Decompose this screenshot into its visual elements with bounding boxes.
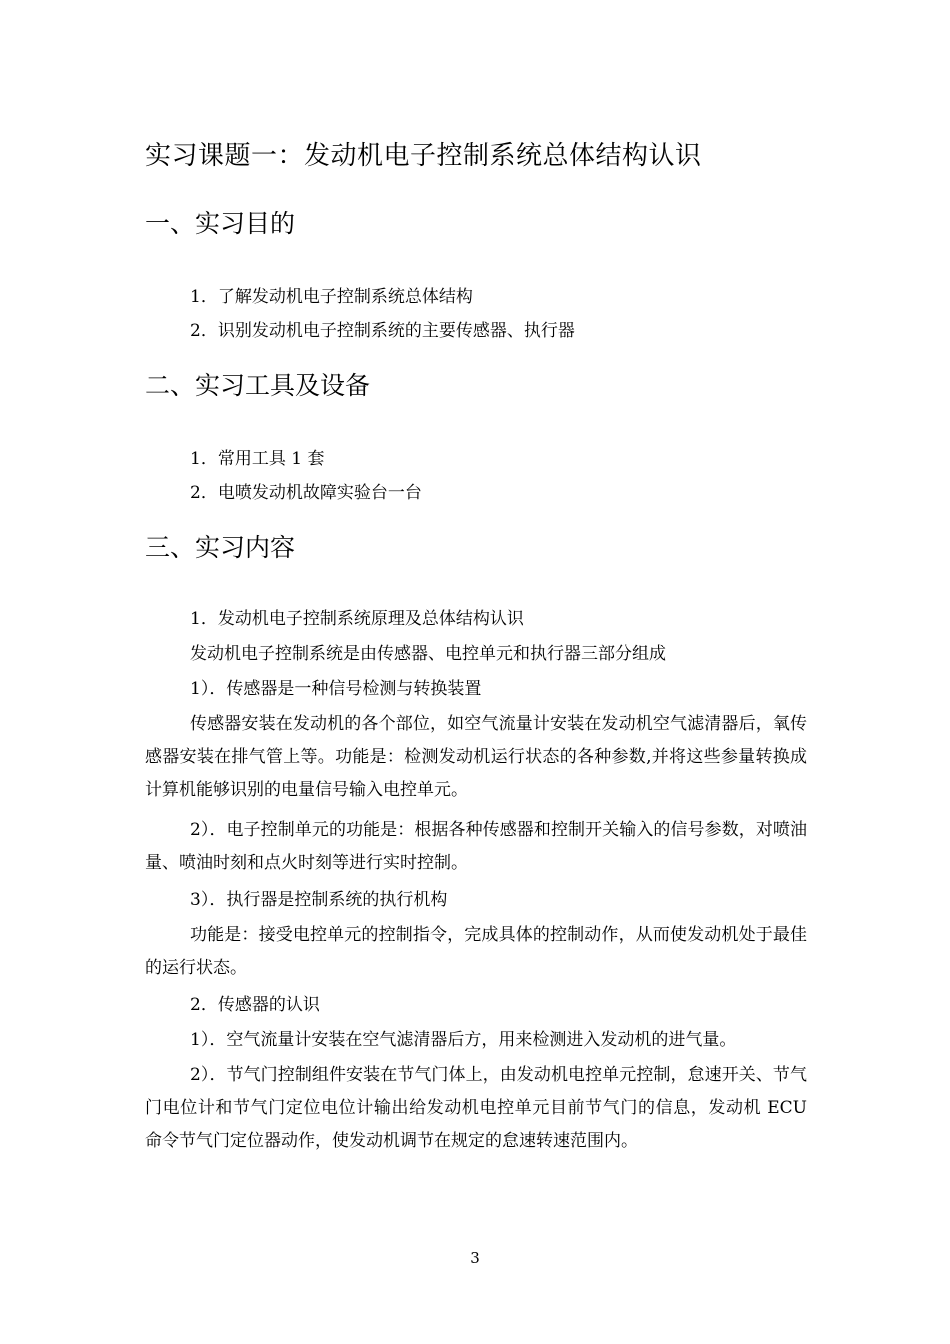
content-paragraph: 2）．节气门控制组件安装在节气门体上，由发动机电控单元控制，怠速开关、节气门电位计和节气门定位电位计输出给发动机电控单元目前节气门的信息，发动机 ECU 命令节气门定位器动作，使发动机调节在规定的怠速转速范围内。 [145,1065,807,1151]
purpose-item-2: 2．识别发动机电子控制系统的主要传感器、执行器 [190,321,575,341]
content-paragraph: 功能是：接受电控单元的控制指令，完成具体的控制动作，从而使发动机处于最佳的运行状态。 [145,925,807,978]
tools-item-2: 2．电喷发动机故障实验台一台 [190,483,422,503]
content-paragraph: 1．发动机电子控制系统原理及总体结构认识 [190,609,524,629]
section-heading-tools: 二、实习工具及设备 [145,371,371,400]
section-heading-content: 三、实习内容 [145,533,296,562]
tools-item-1: 1．常用工具 1 套 [190,449,325,469]
page-title: 实习课题一：发动机电子控制系统总体结构认识 [145,141,702,171]
purpose-item-1: 1．了解发动机电子控制系统总体结构 [190,287,473,307]
content-paragraph: 1）．传感器是一种信号检测与转换装置 [190,679,482,699]
content-paragraph: 发动机电子控制系统是由传感器、电控单元和执行器三部分组成 [190,644,666,664]
content-paragraph: 1）．空气流量计安装在空气滤清器后方，用来检测进入发动机的进气量。 [190,1030,737,1050]
content-paragraph: 2）．电子控制单元的功能是：根据各种传感器和控制开关输入的信号参数，对喷油量、喷油时刻和点火时刻等进行实时控制。 [145,820,807,873]
content-paragraph: 传感器安装在发动机的各个部位，如空气流量计安装在发动机空气滤清器后，氧传感器安装在排气管上等。功能是：检测发动机运行状态的各种参数,并将这些参量转换成计算机能够识别的电量信号输入电控单元。 [145,714,807,800]
page-number: 3 [470,1249,480,1267]
content-paragraph: 2．传感器的认识 [190,995,320,1015]
section-heading-purpose: 一、实习目的 [145,209,296,238]
content-paragraph: 3）．执行器是控制系统的执行机构 [190,890,448,910]
